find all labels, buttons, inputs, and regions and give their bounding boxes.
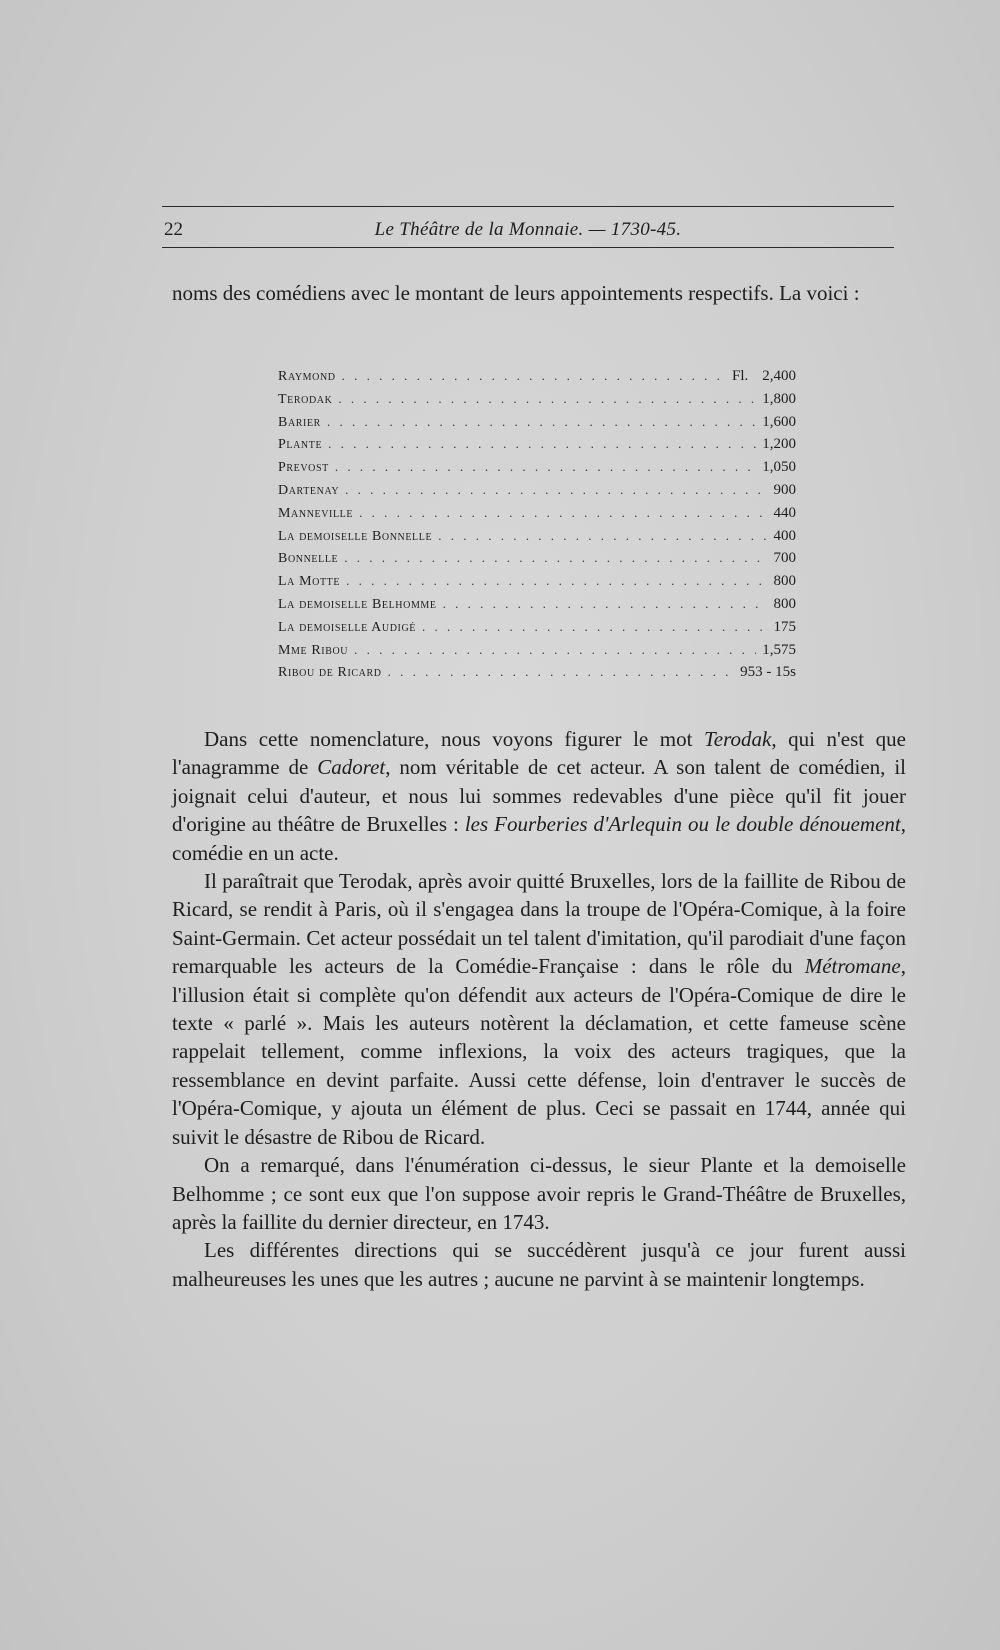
actor-name: La demoiselle Audigé [278,619,416,635]
running-head [162,219,894,245]
text-run: Il paraîtrait que Terodak, après avoir quitté Bruxelles, lors de la faillite de Ribou de Ricard, se rendit à Paris, où il s'engagea dans la troupe de l'Opéra-Comique, à la foire Saint-Germain. Cet acteur possédait un tel talent d'imitation, qu'il parodiait d'une façon remarquable les acteurs de la Comédie-Française : dans le rôle du [172,869,906,979]
text-run: , qui n'est que l'anagramme de [172,727,906,780]
actor-name: La Motte [278,574,341,590]
text-run: , nom véritable de cet acteur. A son talent de comédien, il joignait celui d'auteur, et nous lui sommes redevables d'une pièce qu'il fit jouer d'origine au théâtre de Bruxelles : [172,755,906,837]
salary-row [278,482,796,505]
paragraph [172,725,906,867]
leader-dots [327,414,756,430]
leader-dots [342,368,726,384]
actor-name: Barier [278,414,321,430]
salary-amount: 800 [773,573,796,590]
salary-amount: 175 [773,618,796,635]
salary-row [278,391,796,414]
leader-dots [345,482,767,498]
salary-amount: 1,600 [762,413,796,430]
salary-amount: 1,200 [762,436,796,453]
actor-name: Raymond [278,369,336,384]
paragraph: Les différentes directions qui se succédèrent jusqu'à ce jour furent aussi malheureuses les unes que les autres ; aucune ne parvint à se maintenir longtemps. [172,1238,906,1291]
salary-row [278,596,796,619]
salary-amount: 2,400 [762,368,796,384]
header-rule-top [162,206,894,207]
salary-row [278,550,796,573]
actor-name: Terodak [278,391,333,407]
leader-dots [388,664,735,680]
italic-term: Terodak [704,727,772,751]
salary-amount: 900 [773,481,796,498]
actor-name: Prevost [278,460,329,476]
actor-name: Plante [278,437,323,453]
header-rule-bottom [162,247,894,248]
paragraph [172,867,906,1151]
salary-amount: 400 [773,527,796,544]
italic-title: les Fourberies d'Arlequin ou le double dénouement [464,812,901,837]
salary-row [278,459,796,482]
leader-dots [344,550,767,566]
leader-dots [438,528,767,544]
actor-name: Manneville [278,505,354,521]
salary-amount: 440 [773,504,796,521]
text-run: Dans cette nomenclature, nous voyons figurer le mot [204,727,705,751]
running-title: Le Théâtre de la Monnaie. — 1730-45. [374,219,682,240]
text-run: , l'illusion était si complète qu'on défendit aux acteurs de l'Opéra-Comique de dire le texte « parlé ». Mais les auteurs notèrent la déclamation, et cette fameuse scène rappelait tellement, comme inflexions, la voix des acteurs tragiques, que la ressemblance en devint parfaite. Aussi cette défense, loin d'entraver le succès de l'Opéra-Comique, y ajouta un élément de plus. Ceci se passait en 1744, année qui suivit le désastre de Ribou de Ricard. [172,954,906,1149]
intro-paragraph: noms des comédiens avec le montant de leurs appointements respectifs. La voici : [172,281,860,305]
salary-row [278,505,796,528]
leader-dots [354,642,756,658]
leader-dots [335,459,756,475]
salary-amount: 1,800 [762,390,796,407]
leader-dots [328,436,756,452]
leader-dots [346,573,767,589]
actor-name: Bonnelle [278,551,339,567]
actor-name: Ribou de Ricard [278,665,382,681]
salary-row [278,642,796,665]
salary-row [278,414,796,437]
leader-dots [359,505,767,521]
salary-amount: 1,050 [762,459,796,476]
salary-list [278,368,796,687]
salary-amount: 700 [773,550,796,567]
salary-row [278,368,796,391]
salary-row [278,436,796,459]
text-run: , comédie en un acte. [172,812,906,865]
leader-dots [338,391,756,407]
leader-dots [443,596,768,612]
salary-amount: 800 [773,595,796,612]
salary-row [278,619,796,642]
actor-name: Dartenay [278,482,340,498]
actor-name: La demoiselle Belhomme [278,596,437,612]
salary-row [278,573,796,596]
body-text [172,725,906,1293]
salary-row [278,664,796,687]
page-number: 22 [164,219,183,240]
salary-amount: 1,575 [762,641,796,658]
actor-name: Mme Ribou [278,642,349,658]
italic-term: Cadoret [317,755,386,780]
salary-amount: 953 - 15s [740,664,796,681]
actor-name: La demoiselle Bonnelle [278,528,433,544]
leader-dots [422,619,768,635]
currency-unit: Fl. [731,368,749,384]
italic-title: Métromane [804,954,901,979]
salary-row [278,528,796,551]
paragraph: On a remarqué, dans l'énumération ci-dessus, le sieur Plante et la demoiselle Belhomme ; ce sont eux que l'on suppose avoir repris le Grand-Théâtre de Bruxelles, après la faillite du dernier directeur, en 1743. [172,1153,906,1234]
